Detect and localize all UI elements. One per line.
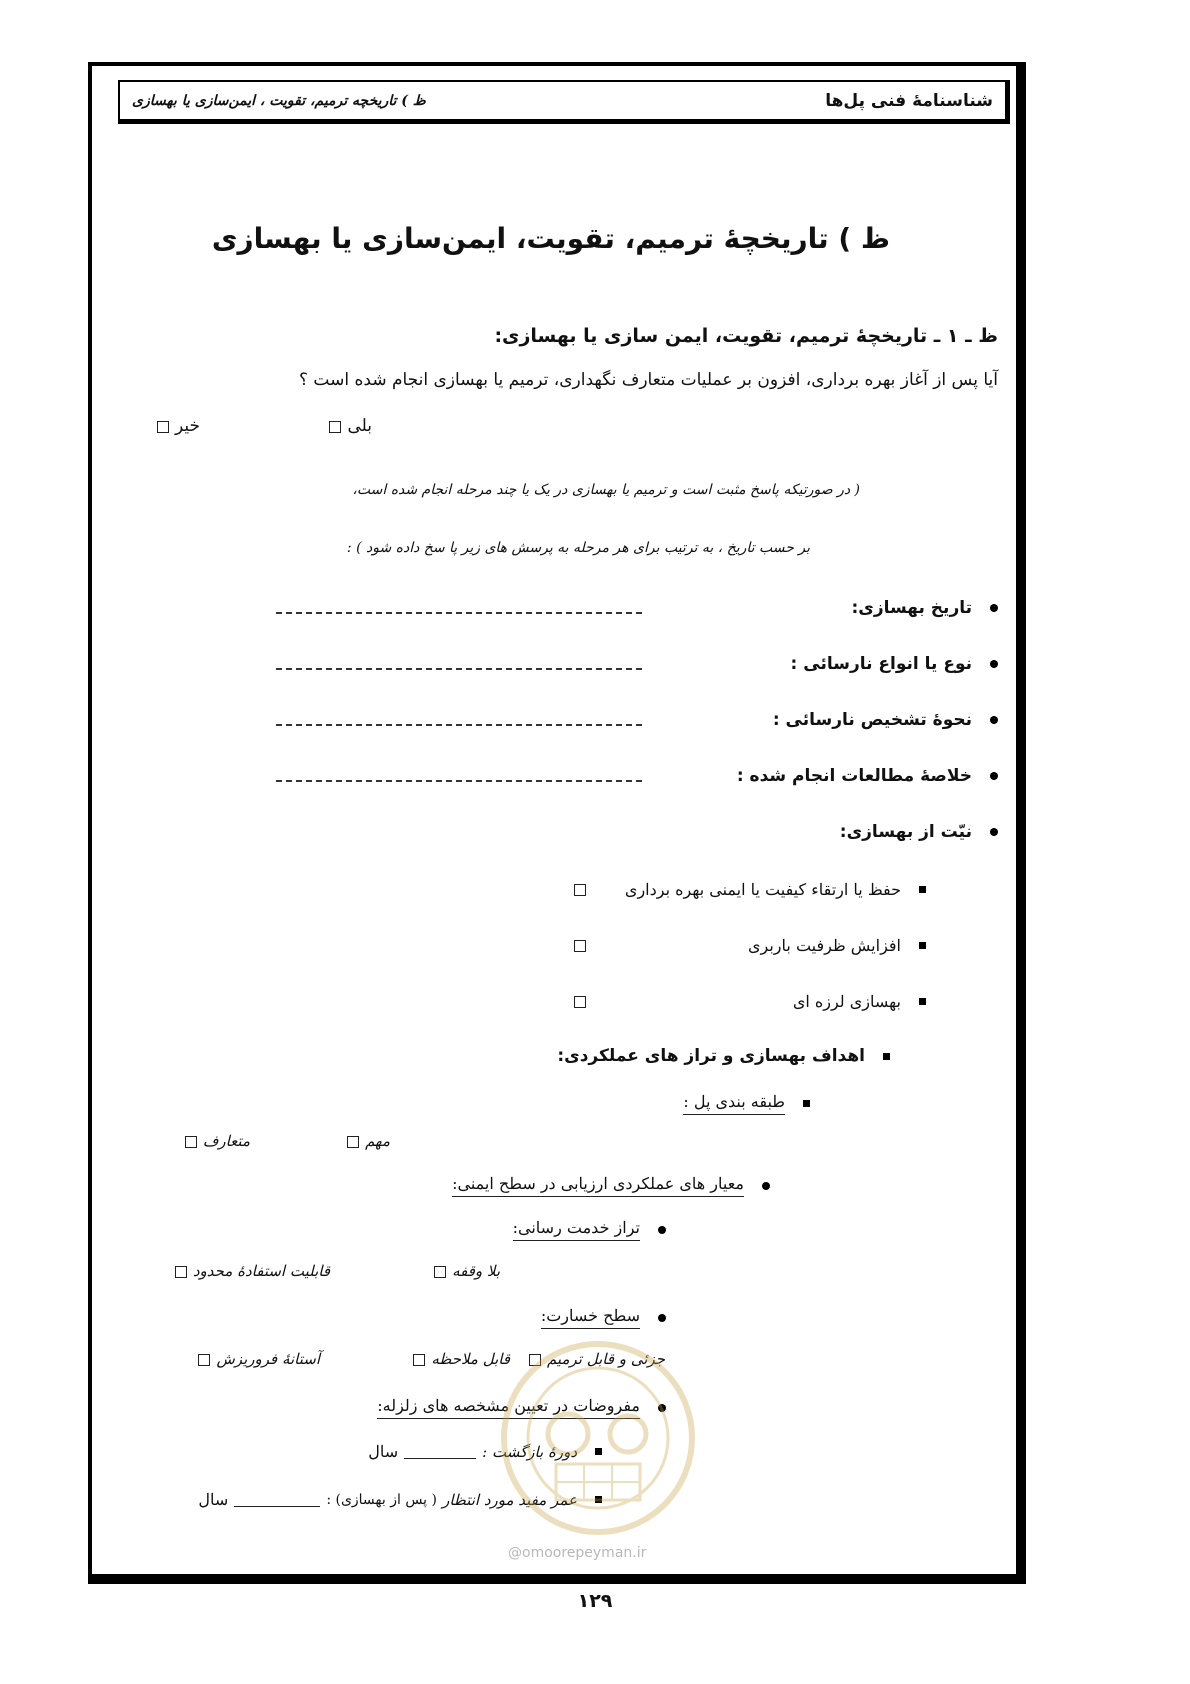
- goals-heading: [557, 1046, 890, 1066]
- useful-life-label: عمر مفید مورد انتظار: [442, 1490, 577, 1509]
- service-option-limited-label: قابلیت استفادۀ محدود: [192, 1262, 330, 1280]
- return-period-unit: سال: [368, 1442, 399, 1461]
- seismic-assumptions-label: مفروضات در تعیین مشخصه های زلزله:: [377, 1396, 640, 1419]
- class-option-important-checkbox[interactable]: [347, 1136, 359, 1148]
- damage-option-collapse[interactable]: [192, 1350, 320, 1368]
- classification-label: طبقه بندی پل :: [683, 1092, 785, 1115]
- bullet-icon: [990, 604, 998, 612]
- damage-level-label: سطح خسارت:: [541, 1306, 640, 1329]
- criteria: [452, 1174, 770, 1197]
- class-option-ordinary-label: متعارف: [202, 1132, 250, 1150]
- bullet-icon: [762, 1182, 770, 1190]
- intent-option-3-checkbox[interactable]: [574, 996, 586, 1008]
- bullet-icon: [990, 772, 998, 780]
- square-bullet-icon: [919, 886, 926, 893]
- section-heading: ظ ـ ۱ ـ تاریخچۀ ترمیم، تقویت، ایمن سازی یا بهسازی:: [494, 325, 998, 347]
- square-bullet-icon: [919, 942, 926, 949]
- intent-option-3-label: بهسازی لرزه ای: [792, 992, 901, 1011]
- field-diagnosis-label: نحوۀ تشخیص نارسائی :: [772, 710, 972, 730]
- square-bullet-icon: [883, 1053, 890, 1060]
- service-option-limited[interactable]: [169, 1262, 330, 1280]
- service-option-uninterrupted-label: بلا وقفه: [452, 1262, 500, 1280]
- damage-option-collapse-label: آستانۀ فروریزش: [216, 1350, 320, 1368]
- damage-option-considerable-checkbox[interactable]: [413, 1354, 425, 1366]
- watermark-url: @omoorepeyman.ir: [508, 1545, 647, 1561]
- criteria-label: معیار های عملکردی ارزیابی در سطح ایمنی:: [452, 1174, 744, 1197]
- intent-option-2-label: افزایش ظرفیت باربری: [748, 936, 901, 955]
- useful-life-note: ( پس از بهسازی) :: [326, 1491, 437, 1508]
- service-option-uninterrupted[interactable]: [428, 1262, 500, 1280]
- classification: [683, 1092, 810, 1115]
- intent-option-1-checkbox[interactable]: [574, 884, 586, 896]
- damage-option-considerable-label: قابل ملاحظه: [431, 1350, 510, 1368]
- header-chapter-title: ظ ) تاریخچه ترمیم، تقویت ، ایمن‌سازی یا بهسازی: [132, 92, 426, 109]
- field-date: [851, 598, 998, 618]
- bullet-icon: [990, 828, 998, 836]
- service-level: [513, 1218, 666, 1241]
- square-bullet-icon: [803, 1100, 810, 1107]
- no-option[interactable]: [151, 416, 200, 436]
- useful-life-blank[interactable]: [234, 1492, 320, 1507]
- class-option-important-label: مهم: [365, 1132, 390, 1150]
- square-bullet-icon: [919, 998, 926, 1005]
- class-option-ordinary[interactable]: [179, 1132, 250, 1150]
- no-checkbox[interactable]: [157, 421, 169, 433]
- bullet-icon: [990, 660, 998, 668]
- damage-option-minor-label: جزئی و قابل ترمیم: [546, 1350, 665, 1368]
- intent-option-2-checkbox[interactable]: [574, 940, 586, 952]
- intent-option-1: [625, 880, 926, 899]
- page-title: ظ ) تاریخچۀ ترمیم، تقویت، ایمن‌سازی یا بهسازی: [211, 222, 890, 255]
- page-number: ۱۲۹: [577, 1590, 613, 1612]
- bullet-icon: [658, 1226, 666, 1234]
- intent-option-2: [748, 936, 926, 955]
- field-deficiency-type-line[interactable]: [276, 668, 642, 670]
- question-text: آیا پس از آغاز بهره برداری، افزون بر عملیات متعارف نگهداری، ترمیم یا بهسازی انجام شده است ؟: [299, 370, 998, 390]
- field-date-label: تاریخ بهسازی:: [851, 598, 972, 618]
- return-period-blank[interactable]: [404, 1444, 476, 1459]
- watermark-seal-icon: [498, 1338, 698, 1538]
- header-book-title: شناسنامۀ فنی پل‌ها: [825, 90, 993, 111]
- field-studies: [737, 766, 998, 786]
- intent-heading: [840, 822, 998, 842]
- note-line-2: بر حسب تاریخ ، به ترتیب برای هر مرحله به پرسش های زیر پا سخ داده شود ) :: [346, 540, 810, 556]
- page-header: [118, 80, 1010, 124]
- damage-option-collapse-checkbox[interactable]: [198, 1354, 210, 1366]
- field-deficiency-type: [791, 654, 998, 674]
- yes-option[interactable]: [323, 416, 372, 436]
- return-period-label: دورۀ بازگشت :: [482, 1442, 577, 1461]
- intent-option-3: [793, 992, 926, 1011]
- damage-level: [541, 1306, 666, 1329]
- intent-label: نیّت از بهسازی:: [839, 822, 972, 842]
- bullet-icon: [990, 716, 998, 724]
- class-option-important[interactable]: [341, 1132, 390, 1150]
- field-diagnosis: [773, 710, 998, 730]
- field-diagnosis-line[interactable]: [276, 724, 642, 726]
- goals-label: اهداف بهسازی و تراز های عملکردی:: [557, 1046, 865, 1066]
- class-option-ordinary-checkbox[interactable]: [185, 1136, 197, 1148]
- service-option-uninterrupted-checkbox[interactable]: [434, 1266, 446, 1278]
- no-label: خیر: [174, 416, 200, 436]
- yes-label: بلی: [347, 416, 372, 436]
- field-date-line[interactable]: [276, 612, 642, 614]
- yes-checkbox[interactable]: [329, 421, 341, 433]
- bullet-icon: [658, 1314, 666, 1322]
- field-studies-line[interactable]: [276, 780, 642, 782]
- service-level-label: تراز خدمت رسانی:: [513, 1218, 640, 1241]
- field-deficiency-type-label: نوع یا انواع نارسائی :: [790, 654, 972, 674]
- useful-life-unit: سال: [198, 1490, 229, 1509]
- field-studies-label: خلاصۀ مطالعات انجام شده :: [736, 766, 972, 786]
- damage-option-considerable[interactable]: [407, 1350, 510, 1368]
- service-option-limited-checkbox[interactable]: [175, 1266, 187, 1278]
- note-line-1: ( در صورتیکه پاسخ مثبت است و ترمیم یا بهسازی در یک یا چند مرحله انجام شده است،: [352, 482, 860, 498]
- intent-option-1-label: حفظ یا ارتقاء کیفیت یا ایمنی بهره برداری: [624, 880, 901, 899]
